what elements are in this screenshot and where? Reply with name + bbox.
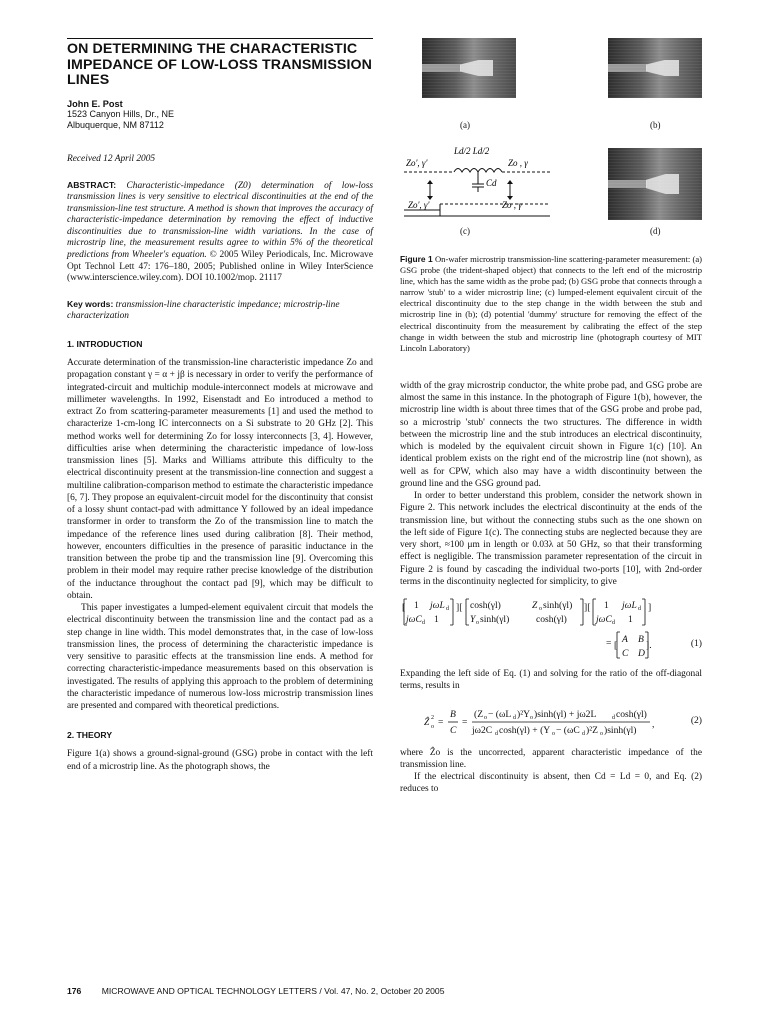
svg-text:cosh(γl): cosh(γl) — [470, 600, 501, 612]
right-column — [400, 38, 702, 796]
svg-text:(Z: (Z — [474, 708, 484, 720]
svg-text:o: o — [600, 730, 603, 737]
keywords-text: transmission-line characteristic impedance; microstrip-line characterization — [67, 299, 340, 322]
equation-1-number: (1) — [690, 638, 702, 650]
svg-text:1: 1 — [414, 600, 419, 612]
figure-1 — [400, 38, 702, 240]
svg-text:1: 1 — [434, 614, 439, 626]
svg-text:)sinh(γl) + jω2L: )sinh(γl) + jω2L — [534, 708, 597, 720]
right-paragraph-4: where Ẑo is the uncorrected, apparent characteristic impedance of the transmission line. — [400, 747, 702, 770]
theory-paragraph-1: Figure 1(a) shows a ground-signal-ground (GSG) probe in contact with the left end of a microstrip line. As the photograph shows, the — [67, 749, 373, 772]
svg-text:sinh(γl): sinh(γl) — [480, 614, 510, 626]
journal-info: MICROWAVE AND OPTICAL TECHNOLOGY LETTERS / Vol. 47, No. 2, October 20 2005 — [101, 986, 445, 996]
svg-text:d: d — [612, 620, 615, 627]
svg-text:2: 2 — [431, 714, 434, 721]
page-number: 176 — [67, 986, 82, 996]
address-line-2: Albuquerque, NM 87112 — [67, 120, 164, 130]
svg-text:=: = — [606, 638, 612, 650]
keywords — [67, 299, 373, 323]
svg-text:− (ωL: − (ωL — [488, 708, 512, 720]
right-paragraph-2: In order to better understand this problem, consider the network shown in Figure 2. This network includes the electrical discontinuity at the ends of the transmission line, but without the connecting stubs such as the one shown on the left side of Figure 1(c). The connecting stubs are neglected because they are very short, ≈100 μm in length or 0.03λ at 50 GHz, so that their transforming effect is negligible. The transmission parameter representation of the circuit in Figure 2 is found by cascading the individual two-ports [10], with 2nd-order terms in the discontinuity neglected for simplicity, to give — [400, 491, 702, 587]
intro-paragraph-2: This paper investigates a lumped-element equivalent circuit that models the electrical discontinuity between the transmission line and the contact pad as a step change in line width. This model demonstrates that, in the case of low-loss transmission lines, the process of determining the characteristic impedance is very sensitive to parasitic effects at the transmission line ends. A method for correcting characteristic-impedance measurements based on this observation is investigated. The results of applying this approach to the problem of determining the characteristic impedance of numerous low-loss microstrip transmission lines are presented and compared with theoretical predictions. — [67, 603, 373, 712]
page-footer — [67, 986, 707, 996]
svg-text:B: B — [450, 708, 456, 720]
svg-text:o: o — [552, 730, 555, 737]
abstract-body: Characteristic-impedance (Z0) determination of low-loss transmission lines is very sensitive to electrical discontinuities at the end of the transmission-line test structure. A method is shown that improves the accuracy of characteristic-impedance determination by removing the effect of inductive discontinuities due to transmission-line width variations. In the case of microstrip line, the measurement results agree to within 5% of the theoretical predictions from Wheeler's equation. — [67, 180, 373, 261]
svg-text:jωC: jωC — [406, 614, 422, 626]
svg-text:d: d — [582, 730, 585, 737]
svg-text:][: ][ — [456, 602, 463, 614]
svg-text:cosh(γl) + (Y: cosh(γl) + (Y — [499, 724, 551, 736]
circuit-diagram — [400, 136, 560, 226]
svg-text:1: 1 — [628, 614, 633, 626]
svg-text:Z: Z — [532, 600, 538, 612]
caption-label: Figure 1 — [400, 254, 433, 264]
circuit-right-line-label: Zo , γ — [508, 158, 528, 168]
svg-text:d: d — [513, 714, 516, 721]
circuit-inductor-label: Ld/2 Ld/2 — [454, 146, 490, 156]
svg-text:[: [ — [402, 602, 406, 614]
svg-text:d: d — [446, 606, 449, 613]
equation-1 — [400, 596, 702, 662]
svg-text:cosh(γl): cosh(γl) — [616, 708, 647, 720]
label-c: (c) — [460, 226, 470, 236]
svg-text:jωL: jωL — [430, 600, 445, 612]
photo-d — [608, 148, 702, 220]
abstract — [67, 180, 373, 285]
right-paragraph-1: width of the gray microstrip conductor, the white probe pad, and GSG probe are almost the same in this instance. In the photograph of Figure 1(b), however, the microstrip line width is about three times that of the GSG probe and probe pad, so a microstrip 'stub' connects the two structures. The difference in width between the microstrip line and the stub introduces an electrical discontinuity, which is modeled by the equivalent circuit shown in Figure 1(c) [10]. An identical problem exists on the right end of the microstrip line (not shown), as well as for CPW, which also may have a width discontinuity between the ground line and the GSG ground pad. — [400, 380, 702, 489]
svg-text:o: o — [530, 714, 533, 721]
caption-text: On-wafer microstrip transmission-line scattering-parameter measurement: (a) GSG probe (the trident-shaped object) that connects to the left end of the microstrip line, which has the same width as the probe pad; (b) GSG probe that connects through a narrow 'stub' to a wider microstrip line; (c) lumped-element equivalent circuit of the electrical discontinuity due to the step change in the width between the stub and microstrip line in (b); (d) potential 'dummy' structure for removing the effect of the electrical discontinuity from the measurement by calibrating the effect of the step change in width between the stub and microstrip line (photograph courtesy of MIT Lincoln Laboratory) — [400, 254, 703, 353]
svg-text:A: A — [622, 634, 628, 646]
theory-heading: 2. THEORY — [67, 730, 113, 741]
svg-text:d: d — [612, 714, 615, 721]
svg-text:=: = — [438, 716, 444, 728]
label-a: (a) — [460, 120, 470, 130]
svg-text:− (ωC: − (ωC — [556, 724, 580, 736]
photo-b — [608, 38, 702, 98]
equation-2-number: (2) — [690, 714, 702, 726]
svg-text:o: o — [431, 723, 434, 730]
svg-text:D: D — [638, 648, 645, 660]
svg-text:[: [ — [614, 640, 618, 652]
right-paragraph-3: Expanding the left side of Eq. (1) and solving for the ratio of the off-diagonal terms, results in — [400, 669, 702, 692]
received-date: Received 12 April 2005 — [67, 153, 156, 164]
svg-text:o: o — [539, 606, 542, 613]
svg-text:d: d — [422, 620, 425, 627]
svg-text:d: d — [638, 606, 641, 613]
svg-text:sinh(γl): sinh(γl) — [543, 600, 573, 612]
address-line-1: 1523 Canyon Hills, Dr., NE — [67, 108, 175, 119]
title-rule — [67, 38, 373, 39]
label-d: (d) — [650, 226, 661, 236]
svg-text:cosh(γl): cosh(γl) — [536, 614, 567, 626]
equation-2 — [400, 701, 702, 741]
label-b: (b) — [650, 120, 661, 130]
svg-text:1: 1 — [604, 600, 609, 612]
svg-text:d: d — [495, 730, 498, 737]
svg-text:C: C — [622, 648, 629, 660]
svg-text:Y: Y — [470, 614, 476, 626]
circuit-left-line-label: Zo', γ' — [406, 158, 428, 168]
keywords-label: Key words: — [67, 298, 114, 309]
circuit-right-line2-label: Zo , γ — [502, 200, 522, 210]
svg-text:jωL: jωL — [622, 600, 637, 612]
svg-text:jω2C: jω2C — [472, 724, 493, 736]
svg-text:)²Z: )²Z — [586, 724, 598, 736]
svg-text:][: ][ — [584, 602, 591, 614]
intro-paragraph-1: Accurate determination of the transmission-line characteristic impedance Zo and propagation constant γ = α + jβ is necessary in order to verify the performance of integrated-circuit and multichip module-interconnect models at microwave and millimeter wavelengths. In 1992, Eisenstadt and Eo introduced a method to extract Zo from scattering-parameter measurements [1] and used the method to characterize 1-cm-long IC interconnects on a Si substrate to 20 GHz [2]. This method works well for determining Zo for lossy interconnects [3, 4]. However, difficulties arise when determining the characteristic impedance of low-loss transmission lines [5]. Marks and Williams attribute this difficulty to the electrical discontinuity present at the transmission-line connection and suggest a multiline calibration-comparison method to estimate the characteristic impedance [6, 7]. They propose an equivalent-circuit model for the discontinuity that consist of a lossy shunt contact-pad with admittance Y followed by an ideal impedance transformer in order to transform the Zo of the transmission line to match the impedance of the reference lines used during calibration [8]. Their method, however, encounters difficulties in the presence of parasitic inductance in the transition between the probe tip and the transmission line [9]. Overcoming this problem in their model may require rather precise knowledge of the distribution of the inductance throughout the contact pad [9], which may be difficult to obtain. — [67, 358, 373, 601]
photo-a — [422, 38, 516, 98]
svg-text:,: , — [652, 718, 655, 730]
figure-caption — [400, 254, 702, 354]
svg-text:B: B — [638, 634, 644, 646]
svg-text:=: = — [462, 716, 468, 728]
svg-text:].: ]. — [646, 640, 652, 652]
intro-heading: 1. INTRODUCTION — [67, 339, 143, 350]
circuit-left-line2-label: Zo', γ' — [408, 200, 430, 210]
author-name: John E. Post — [67, 98, 123, 109]
article-title: ON DETERMINING THE CHARACTERISTIC IMPEDANCE OF LOW-LOSS TRANSMISSION LINES — [67, 41, 372, 88]
svg-text:]: ] — [648, 602, 652, 614]
circuit-cap-label: Cd — [486, 178, 497, 188]
abstract-label: ABSTRACT: — [67, 179, 117, 190]
left-column — [67, 38, 373, 773]
svg-text:C: C — [450, 724, 457, 736]
svg-text:o: o — [484, 714, 487, 721]
svg-text:)²Y: )²Y — [517, 708, 530, 720]
svg-text:)sinh(γl): )sinh(γl) — [604, 724, 637, 736]
svg-text:o: o — [476, 620, 479, 627]
right-paragraph-5: If the electrical discontinuity is absent, then Cd = Ld = 0, and Eq. (2) reduces to — [400, 772, 702, 795]
svg-text:jωC: jωC — [596, 614, 612, 626]
abstract-citation: © 2005 Wiley Periodicals, Inc. Microwave Opt Technol Lett 47: 176–180, 2005; Published online in Wiley InterScience (www.interscience.wiley.com). DOI 10.1002/mop. 21117 — [67, 250, 373, 284]
svg-text:Ẑ: Ẑ — [424, 716, 430, 728]
